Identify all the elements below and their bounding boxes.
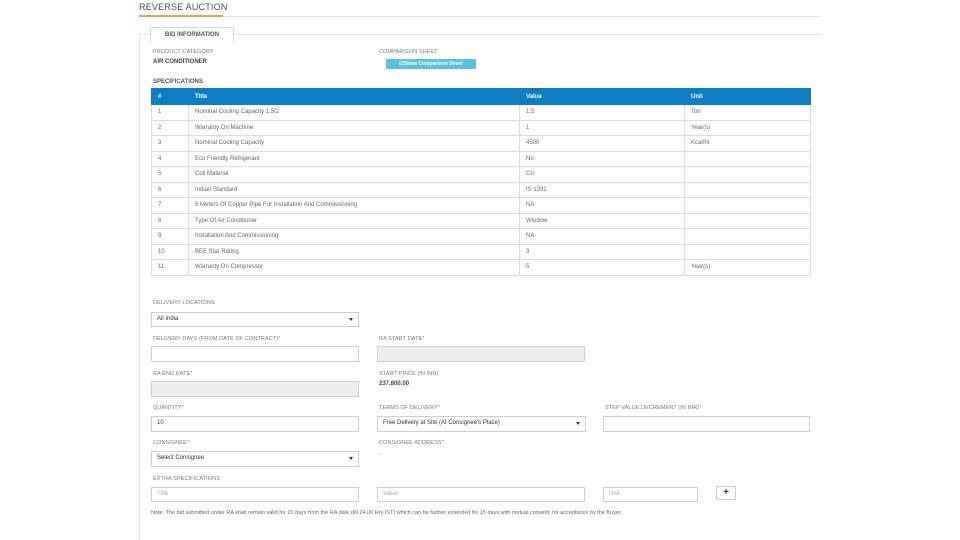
consignee-address-value: - [379, 451, 381, 457]
cell-number: 11 [152, 260, 189, 276]
column-header-number: # [152, 89, 189, 105]
cell-number: 6 [152, 182, 189, 198]
delivery-days-input[interactable] [151, 346, 359, 362]
column-header-title: Title [189, 89, 520, 105]
ra-end-date-label-text: RA END DATE [153, 371, 191, 377]
required-marker: * [278, 336, 281, 342]
extra-spec-value-input[interactable] [377, 487, 585, 502]
table-row [152, 244, 811, 260]
title-divider [139, 16, 821, 17]
content-left-border [139, 34, 140, 540]
cell-title: Warranty On Compressor [189, 260, 520, 276]
cell-number: 9 [152, 229, 189, 245]
cell-value: 5 [520, 260, 685, 276]
chevron-down-icon [349, 457, 353, 460]
cell-value: IS 1391 [520, 182, 685, 198]
cell-value: 3 [520, 244, 685, 260]
required-marker: * [190, 371, 193, 377]
table-row [152, 198, 811, 214]
cell-number: 2 [152, 120, 189, 136]
ra-start-date-label-text: RA START DATE [379, 336, 423, 342]
cell-value: No [520, 151, 685, 167]
cell-title: Nominal Cooling Capacity [189, 136, 520, 152]
cell-number: 7 [152, 198, 189, 214]
table-row [152, 213, 811, 229]
required-marker: * [186, 440, 190, 446]
start-price-label: START PRICE (IN INR) [379, 371, 439, 377]
cell-value: NA [520, 198, 685, 214]
delivery-days-label-text: DELIVERY DAYS (FROM DATE OF CONTRACT) [153, 336, 279, 342]
section-divider [139, 34, 821, 35]
cell-unit [685, 182, 811, 198]
step-value-decrement-label [605, 405, 702, 411]
delivery-days-label [153, 336, 280, 342]
tab-bid-information[interactable]: BID INFORMATION [150, 27, 234, 43]
consignee-address-label [379, 440, 444, 446]
show-comparison-sheet-label: Show Comparison Sheet [403, 61, 463, 67]
cell-title: Indian Standard [189, 182, 520, 198]
terms-of-delivery-select[interactable] [377, 416, 586, 432]
cell-title: Warranty On Machine [189, 120, 520, 136]
add-extra-spec-button[interactable] [716, 486, 736, 500]
table-row [152, 260, 811, 276]
specifications-title: SPECIFICATIONS [153, 79, 203, 85]
validity-note: Note: The bid submitted under RA shall remain valid for 15 days from the RA date (till 24.00 Hrs IST) which can be further extended for 15 days with mutual consent, for acceptance by the Buyer. [151, 510, 623, 516]
delivery-locations-label: DELIVERY LOCATIONS [153, 300, 215, 306]
table-row [152, 105, 811, 121]
cell-number: 4 [152, 151, 189, 167]
cell-number: 10 [152, 244, 189, 260]
quantity-label-text: QUANTITY [153, 405, 182, 411]
cell-unit: Ton [685, 105, 811, 121]
specifications-table [151, 88, 811, 276]
column-header-value: Value [520, 89, 685, 105]
consignee-select[interactable] [151, 451, 359, 467]
consignee-label [153, 440, 189, 446]
cell-title: 5 Meters Of Copper Pipe For Installation And Commissioning [189, 198, 520, 214]
ra-start-date-label [379, 336, 425, 342]
cell-unit: Year(s) [685, 260, 811, 276]
required-marker: * [441, 440, 444, 446]
ra-start-date-input[interactable] [377, 346, 585, 362]
step-value-decrement-label-text: STEP VALUE DECREMENT (IN INR) [605, 405, 700, 411]
extra-spec-unit-input[interactable] [603, 487, 698, 502]
cell-unit [685, 244, 811, 260]
consignee-label-text: CONSIGNEE [153, 440, 187, 446]
cell-unit [685, 167, 811, 183]
start-price-value: 237,800.00 [379, 381, 410, 387]
table-row [152, 151, 811, 167]
table-row [152, 120, 811, 136]
terms-of-delivery-label-text: TERMS OF DELIVERY [379, 405, 438, 411]
required-marker: * [181, 405, 184, 411]
cell-unit [685, 229, 811, 245]
extra-spec-value-placeholder: Value [383, 491, 398, 497]
required-marker: * [699, 405, 702, 411]
product-category-label: PRODUCT CATEGORY [153, 49, 214, 55]
cell-title: Eco Friendly Refrigerant [189, 151, 520, 167]
cell-unit: Year(s) [685, 120, 811, 136]
step-value-decrement-input[interactable] [603, 416, 810, 432]
cell-number: 8 [152, 213, 189, 229]
column-header-unit: Unit [685, 89, 811, 105]
quantity-input[interactable]: 10 [151, 416, 359, 432]
plus-icon: + [723, 487, 729, 498]
cell-title: Nominal Cooling Capacity 1.5/2 [189, 105, 520, 121]
cell-number: 5 [152, 167, 189, 183]
cell-value: 4500 [520, 136, 685, 152]
cell-value: 1 [520, 120, 685, 136]
consignee-address-label-text: CONSIGNEE ADDRESS [379, 440, 442, 446]
ra-end-date-input[interactable] [151, 381, 359, 397]
cell-value: 1.5 [520, 105, 685, 121]
terms-of-delivery-label [379, 405, 440, 411]
cell-title: Type Of Air Conditioner [189, 213, 520, 229]
checkbox-icon: ☑ [399, 61, 404, 67]
required-marker: * [437, 405, 440, 411]
quantity-label [153, 405, 184, 411]
cell-title: BEE Star Rating [189, 244, 520, 260]
cell-unit [685, 198, 811, 214]
show-comparison-sheet-button[interactable] [386, 59, 476, 69]
cell-value: CU [520, 167, 685, 183]
consignee-value: Select Consignee [157, 455, 205, 461]
cell-number: 3 [152, 136, 189, 152]
comparison-sheet-label: COMPARISON SHEET [379, 49, 438, 55]
extra-spec-unit-placeholder: Unit [609, 491, 620, 497]
chevron-down-icon [349, 318, 353, 321]
table-row [152, 136, 811, 152]
cell-unit: Kcal/hr [685, 136, 811, 152]
cell-value: Window [520, 213, 685, 229]
cell-title: Installation And Commissioning [189, 229, 520, 245]
table-header-row [152, 89, 811, 105]
cell-unit [685, 151, 811, 167]
cell-unit [685, 213, 811, 229]
page-title: REVERSE AUCTION [139, 2, 228, 12]
required-marker: * [422, 336, 425, 342]
product-category-value: AIR CONDITIONER [153, 59, 207, 65]
delivery-locations-select[interactable] [151, 312, 359, 327]
cell-title: Coil Material [189, 167, 520, 183]
chevron-down-icon [576, 422, 580, 425]
terms-of-delivery-value: Free Delivery at Site (At Consignee's Place) [383, 420, 500, 426]
extra-spec-title-placeholder: Title [157, 491, 169, 497]
title-accent-bar [139, 15, 223, 17]
extra-specifications-label: EXTRA SPECIFICATIONS [153, 476, 220, 482]
cell-value: NA [520, 229, 685, 245]
delivery-locations-value: All India [157, 316, 179, 322]
table-row [152, 167, 811, 183]
table-row [152, 229, 811, 245]
ra-end-date-label [153, 371, 193, 377]
cell-number: 1 [152, 105, 189, 121]
extra-spec-title-input[interactable] [151, 487, 359, 502]
table-row [152, 182, 811, 198]
